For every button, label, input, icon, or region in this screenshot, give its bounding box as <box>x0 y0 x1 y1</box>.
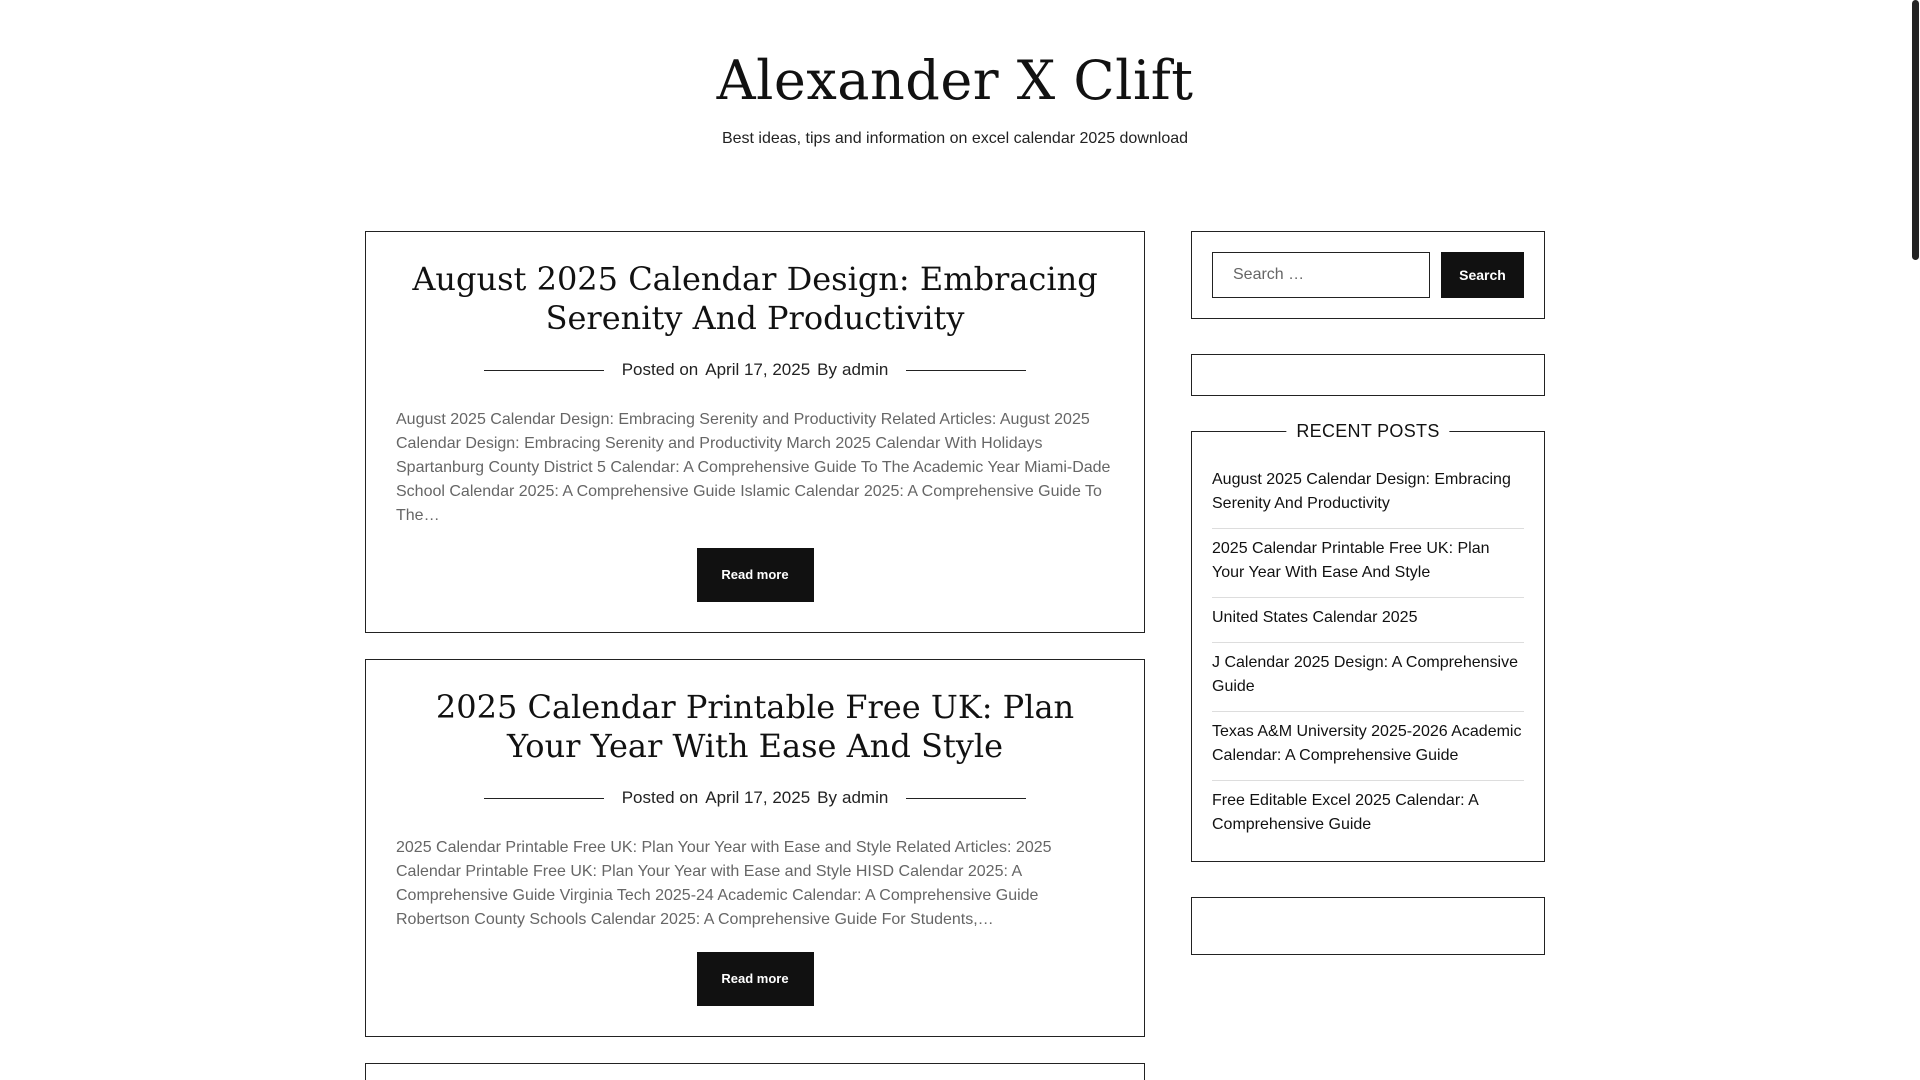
recent-post-item <box>1212 529 1524 598</box>
empty-widget <box>1191 897 1545 955</box>
post-excerpt: August 2025 Calendar Design: Embracing Serenity and Productivity Related Articles: August 2025 Calendar Design: Embracing Serenity and Productivity March 2025 Calendar With Holidays Spartanburg County District 5 Calendar: A Comprehensive Guide To The Academic Year Miami-Dade School Calendar 2025: A Comprehensive Guide Islamic Calendar 2025: A Comprehensive Guide To The… <box>396 411 1111 524</box>
recent-posts-widget <box>1191 421 1545 862</box>
recent-post-item <box>1212 598 1524 643</box>
post-card <box>365 659 1145 1037</box>
by-label: By <box>817 788 837 807</box>
site-header <box>0 0 1910 148</box>
meta-divider-right <box>906 370 1026 371</box>
meta-divider-left <box>484 370 604 371</box>
post-meta <box>396 788 1114 808</box>
recent-post-item <box>1212 643 1524 712</box>
read-more-button[interactable]: Read more <box>697 952 814 1006</box>
post-excerpt: 2025 Calendar Printable Free UK: Plan Your Year with Ease and Style Related Articles: 2025 Calendar Printable Free UK: Plan Your Year with Ease and Style HISD Calendar 2025: A Comprehensive Guide Virginia Tech 2025-24 Academic Calendar: A Comprehensive Guide Robertson County Schools Calendar 2025: A Comprehensive Guide For Students,… <box>396 839 1052 928</box>
post-author-link[interactable]: admin <box>842 360 889 379</box>
by-label: By <box>817 360 837 379</box>
posted-on-label: Posted on <box>621 360 699 379</box>
recent-post-link[interactable]: Texas A&M University 2025-2026 Academic Calendar: A Comprehensive Guide <box>1212 723 1522 764</box>
scrollbar-thumb[interactable] <box>1912 0 1919 260</box>
recent-post-link[interactable]: August 2025 Calendar Design: Embracing Serenity And Productivity <box>1212 471 1511 512</box>
meta-divider-right <box>906 798 1026 799</box>
post-author-link[interactable]: admin <box>842 788 889 807</box>
recent-post-link[interactable]: United States Calendar 2025 <box>1212 609 1418 626</box>
posted-on-label: Posted on <box>621 788 699 807</box>
post-title[interactable]: 2025 Calendar Printable Free UK: Plan Your Year With Ease And Style <box>435 688 1075 765</box>
site-tagline: Best ideas, tips and information on excel calendar 2025 download <box>721 130 1189 147</box>
site-title[interactable]: Alexander X Clift <box>716 49 1194 112</box>
recent-posts-title: RECENT POSTS <box>1286 421 1449 442</box>
recent-post-link[interactable]: Free Editable Excel 2025 Calendar: A Comprehensive Guide <box>1212 792 1478 833</box>
search-button[interactable]: Search <box>1441 252 1524 298</box>
scrollbar[interactable] <box>1910 0 1920 1080</box>
search-widget <box>1191 231 1545 319</box>
search-input[interactable] <box>1212 252 1430 298</box>
recent-post-link[interactable]: J Calendar 2025 Design: A Comprehensive Guide <box>1212 654 1518 695</box>
recent-post-link[interactable]: 2025 Calendar Printable Free UK: Plan Your Year With Ease And Style <box>1212 540 1490 581</box>
recent-post-item <box>1212 781 1524 841</box>
post-card-partial <box>365 1063 1145 1080</box>
recent-posts-list <box>1212 460 1524 841</box>
post-title[interactable]: August 2025 Calendar Design: Embracing Serenity And Productivity <box>412 260 1098 337</box>
recent-post-item <box>1212 460 1524 529</box>
read-more-button[interactable]: Read more <box>697 548 814 602</box>
post-card <box>365 231 1145 633</box>
post-meta <box>396 360 1114 380</box>
main-content <box>365 231 1145 1080</box>
post-date-link[interactable]: April 17, 2025 <box>705 788 811 807</box>
post-date-link[interactable]: April 17, 2025 <box>705 360 811 379</box>
empty-widget <box>1191 354 1545 396</box>
sidebar <box>1191 231 1545 955</box>
recent-post-item <box>1212 712 1524 781</box>
meta-divider-left <box>484 798 604 799</box>
